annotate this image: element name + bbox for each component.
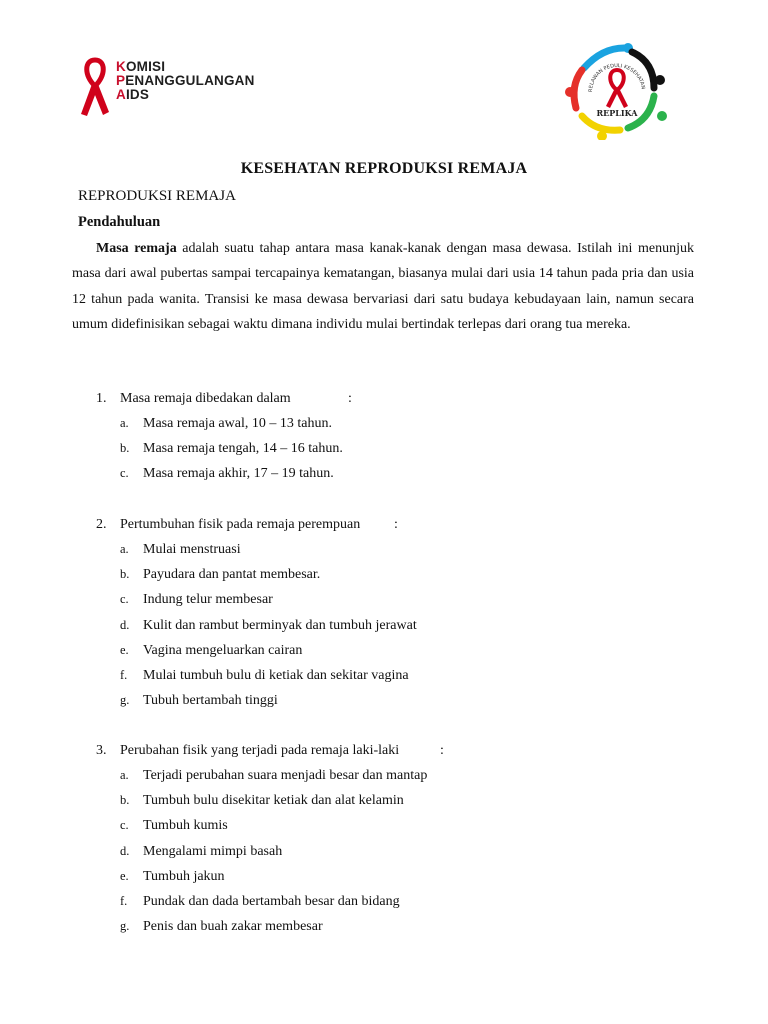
list-item [96, 537, 656, 562]
item-text: Mulai tumbuh bulu di ketiak dan sekitar vagina [143, 667, 409, 683]
list-number: 2. [96, 517, 107, 532]
item-letter: e. [120, 868, 129, 883]
item-text: Payudara dan pantat membesar. [143, 567, 321, 583]
list-2-heading [96, 512, 656, 537]
red-ribbon-icon [78, 56, 112, 118]
item-letter: b. [120, 793, 130, 808]
section-heading: Pendahuluan [78, 214, 161, 230]
item-letter: a. [120, 416, 129, 430]
list-heading-text: Perubahan fisik yang terjadi pada remaja laki-laki [120, 743, 400, 758]
item-letter: d. [120, 617, 130, 632]
list-number: 3. [96, 743, 107, 758]
kpa-line-2: PENANGGULANGAN [116, 73, 255, 88]
list-item [96, 889, 656, 914]
document-subtitle: REPRODUKSI REMAJA [78, 188, 236, 204]
item-letter: d. [120, 843, 130, 858]
replika-emblem-icon [562, 40, 672, 140]
list-item [96, 813, 656, 838]
list-1 [96, 386, 656, 487]
list-2 [96, 512, 656, 713]
list-3-heading [96, 738, 656, 763]
item-text: Pundak dan dada bertambah besar dan bidang [143, 893, 400, 909]
item-text: Indung telur membesar [143, 592, 273, 608]
list-item [96, 411, 656, 436]
item-letter: c. [120, 466, 129, 481]
list-heading-text: Pertumbuhan fisik pada remaja perempuan [120, 517, 361, 532]
kpa-line-1: KOMISI [116, 59, 166, 74]
item-letter: e. [120, 642, 129, 657]
list-heading-colon: : [394, 517, 398, 532]
list-3 [96, 738, 656, 939]
replika-logo [562, 40, 672, 140]
kpa-initial-letter: A [116, 87, 126, 102]
intro-text: adalah suatu tahap antara masa kanak-kanak dengan masa dewasa. Istilah ini menunjuk masa dari awal pubertas sampai tercapainya kematangan, biasanya mulai dari usia 14 tahun pada pria dan usia 12 tahun pada wanita. Transisi ke masa dewasa bervariasi dari satu budaya kebudayaan lain, namun secara umum didefinisikan sebagai waktu dimana individu mulai bertindak terlepas dari orang tua mereka. [72, 241, 694, 333]
replika-label: REPLIKA [596, 108, 638, 118]
item-text: Tumbuh bulu disekitar ketiak dan alat kelamin [143, 793, 404, 809]
list-item [96, 914, 656, 939]
item-text: Tumbuh jakun [143, 868, 225, 884]
item-letter: a. [120, 542, 129, 556]
list-item [96, 788, 656, 813]
item-text: Masa remaja tengah, 14 – 16 tahun. [143, 441, 343, 457]
list-heading-colon: : [440, 743, 444, 758]
item-letter: c. [120, 592, 129, 607]
item-text: Tubuh bertambah tinggi [143, 693, 278, 709]
kpa-initial-letter: P [116, 73, 126, 88]
intro-paragraph [72, 236, 694, 338]
list-1-heading [96, 386, 656, 411]
item-text: Masa remaja awal, 10 – 13 tahun. [143, 416, 332, 431]
item-letter: f. [120, 667, 128, 682]
item-letter: b. [120, 441, 130, 456]
item-text: Mengalami mimpi basah [143, 843, 283, 859]
item-text: Masa remaja akhir, 17 – 19 tahun. [143, 466, 334, 482]
list-item [96, 663, 656, 688]
kpa-initial-letter: K [116, 59, 126, 74]
item-letter: c. [120, 818, 129, 833]
list-heading-colon: : [348, 391, 352, 406]
item-text: Mulai menstruasi [143, 542, 241, 557]
item-letter: g. [120, 919, 130, 934]
list-item [96, 839, 656, 864]
svg-text:RELAWAN PEDULI KESEHATAN AIDS: RELAWAN PEDULI KESEHATAN [587, 62, 646, 93]
list-item [96, 763, 656, 788]
kpa-logo-text [116, 60, 255, 102]
item-text: Vagina mengeluarkan cairan [143, 642, 303, 658]
list-number: 1. [96, 391, 107, 406]
item-text: Penis dan buah zakar membesar [143, 919, 323, 935]
list-item [96, 461, 656, 486]
kpa-logo [78, 48, 268, 138]
item-text: Terjadi perubahan suara menjadi besar dan mantap [143, 768, 428, 783]
list-heading-text: Masa remaja dibedakan dalam [120, 391, 291, 406]
item-letter: b. [120, 567, 130, 582]
list-item [96, 613, 656, 638]
kpa-line-3: AIDS [116, 87, 150, 102]
item-letter: a. [120, 768, 129, 782]
list-item [96, 562, 656, 587]
list-item [96, 587, 656, 612]
item-letter: f. [120, 893, 128, 908]
item-text: Kulit dan rambut berminyak dan tumbuh jerawat [143, 617, 417, 633]
list-item [96, 436, 656, 461]
list-item [96, 688, 656, 713]
list-item [96, 638, 656, 663]
item-letter: g. [120, 693, 130, 708]
list-item [96, 864, 656, 889]
intro-bold-term: Masa remaja [96, 241, 177, 256]
document-title: KESEHATAN REPRODUKSI REMAJA [240, 160, 528, 177]
item-text: Tumbuh kumis [143, 818, 228, 834]
